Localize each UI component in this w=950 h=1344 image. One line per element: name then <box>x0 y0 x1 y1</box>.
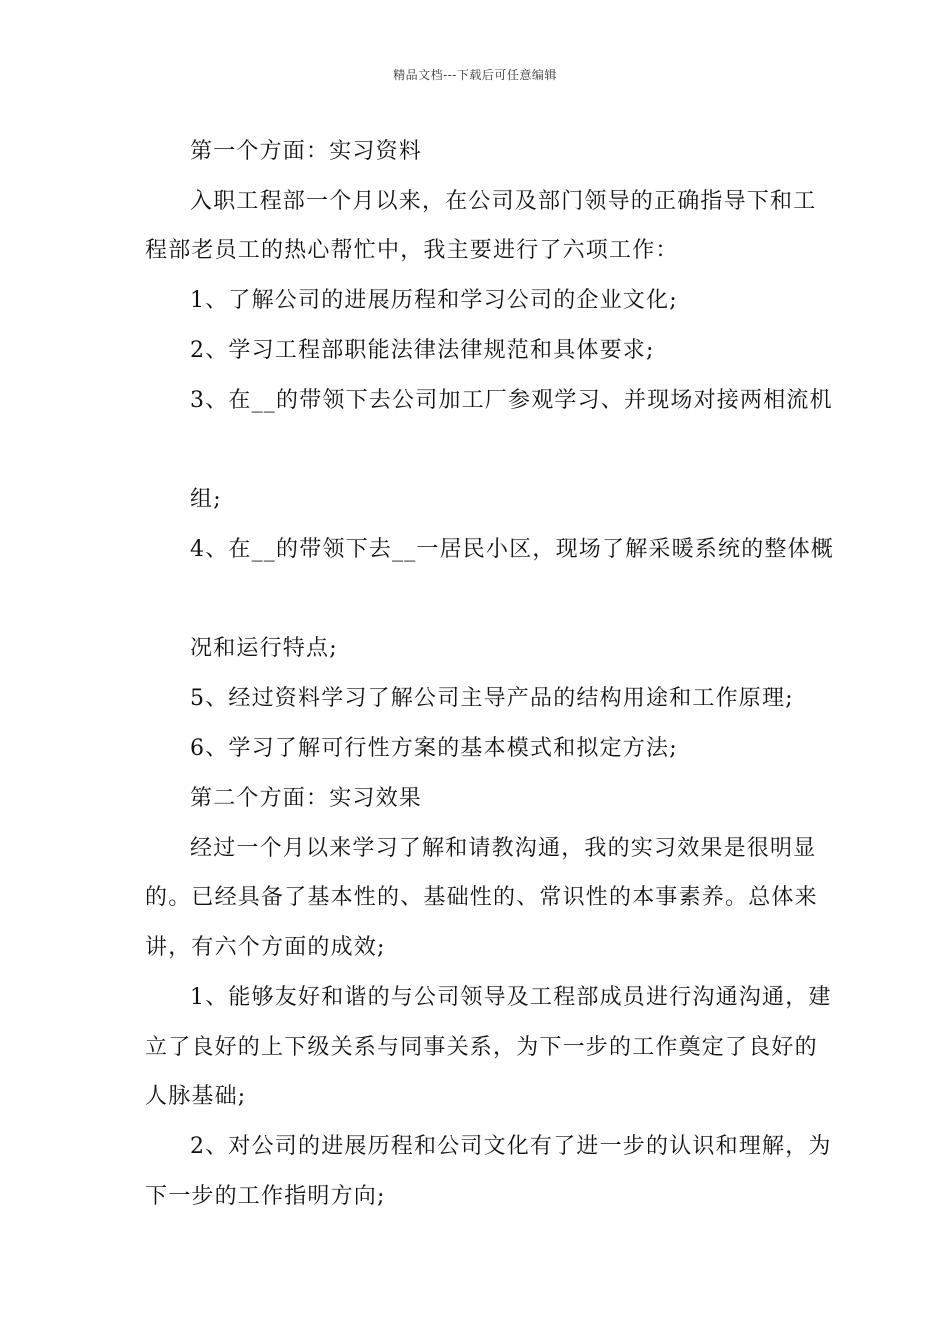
list-item: 1、能够友好和谐的与公司领导及工程部成员进行沟通沟通，建 <box>190 985 832 1010</box>
paragraph-line: 经过一个月以来学习了解和请教沟通，我的实习效果是很明显 <box>190 836 817 861</box>
list-item: 2、对公司的进展历程和公司文化有了进一步的认识和理解，为 <box>190 1134 832 1159</box>
paragraph-line: 讲，有六个方面的成效; <box>145 935 386 960</box>
list-item: 5、经过资料学习了解公司主导产品的结构用途和工作原理; <box>190 686 794 711</box>
list-item: 2、学习工程部职能法律法律规范和具体要求; <box>190 338 655 363</box>
list-item: 1、了解公司的进展历程和学习公司的企业文化; <box>190 288 678 313</box>
list-item: 3、在__的带领下去公司加工厂参观学习、并现场对接两相流机 <box>190 388 833 413</box>
list-item-continuation: 立了良好的上下级关系与同事关系，为下一步的工作奠定了良好的 <box>145 1035 818 1060</box>
list-item-continuation: 况和运行特点; <box>190 636 338 661</box>
page-header: 精品文档---下载后可任意编辑 <box>393 68 557 82</box>
paragraph-line: 的。已经具备了基本性的、基础性的、常识性的本事素养。总体来 <box>145 885 818 910</box>
list-item-continuation: 人脉基础; <box>145 1084 247 1109</box>
paragraph-line: 程部老员工的热心帮忙中，我主要进行了六项工作： <box>145 238 679 263</box>
list-item-continuation: 组; <box>190 487 222 512</box>
list-item-continuation: 下一步的工作指明方向; <box>145 1184 386 1209</box>
list-item: 6、学习了解可行性方案的基本模式和拟定方法; <box>190 736 678 761</box>
list-item: 4、在__的带领下去__一居民小区，现场了解采暖系统的整体概 <box>190 537 834 562</box>
section-heading-2: 第二个方面：实习效果 <box>190 786 423 811</box>
paragraph-line: 入职工程部一个月以来，在公司及部门领导的正确指导下和工 <box>190 189 817 214</box>
section-heading-1: 第一个方面：实习资料 <box>190 139 423 164</box>
